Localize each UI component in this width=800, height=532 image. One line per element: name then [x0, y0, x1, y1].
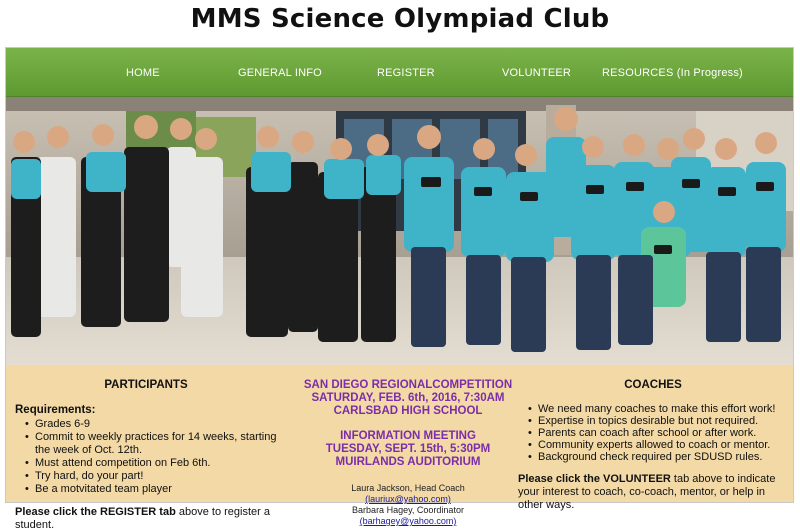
meeting-title: INFORMATION MEETING — [340, 430, 476, 442]
participants-heading: PARTICIPANTS — [104, 379, 188, 391]
list-item: • Must attend competition on Feb 6th. — [25, 457, 277, 470]
nav-item-volunteer[interactable]: VOLUNTEER — [502, 67, 572, 79]
nav-item-general-info[interactable]: GENERAL INFO — [238, 67, 322, 79]
list-item: • Community experts allowed to coach or mentor. — [528, 439, 788, 451]
team-group-photo — [6, 97, 793, 365]
coaches-column — [518, 379, 788, 512]
competition-title: SAN DIEGO REGIONALCOMPETITION — [303, 379, 513, 391]
competition-date: SATURDAY, FEB. 6th, 2016, 7:30AM — [311, 392, 505, 404]
requirements-list — [15, 418, 277, 496]
register-instruction — [15, 506, 277, 532]
page-frame — [5, 47, 794, 531]
list-item: • Expertise in topics desirable but not required. — [528, 415, 788, 427]
list-item: • Background check required per SDUSD rules. — [528, 451, 788, 463]
list-item: • We need many coaches to make this effort work! — [528, 403, 788, 415]
cta-lead: Please click the — [15, 506, 97, 518]
coordinator-email-link[interactable]: (barhagey@yahoo.com) — [359, 516, 457, 526]
meeting-location: MUIRLANDS AUDITORIUM — [335, 456, 481, 468]
nav-item-register[interactable]: REGISTER — [377, 67, 435, 79]
contact-head-coach: Laura Jackson, Head Coach — [351, 483, 465, 493]
list-item: • Be a motvitated team player — [25, 483, 277, 496]
coaches-list — [518, 403, 788, 463]
cta-tail: tab above to indicate your interest to coach, co-coach, mentor, or help in other ways. — [518, 473, 776, 511]
volunteer-instruction — [518, 473, 788, 512]
cta-lead: Please click the — [518, 473, 600, 485]
requirements-label: Requirements: — [15, 404, 96, 416]
register-tab-ref: REGISTER tab — [100, 506, 176, 518]
main-navbar — [6, 48, 793, 97]
meeting-date: TUESDAY, SEPT. 15th, 5:30PM — [325, 443, 491, 455]
coaches-heading: COACHES — [624, 379, 682, 391]
list-item: • Grades 6-9 — [25, 418, 277, 431]
participants-column — [15, 379, 277, 532]
nav-item-home[interactable]: HOME — [126, 67, 160, 79]
site-title: MMS Science Olympiad Club — [190, 4, 610, 34]
info-section — [6, 365, 793, 531]
competition-location: CARLSBAD HIGH SCHOOL — [333, 405, 483, 417]
contact-coordinator: Barbara Hagey, Coordinator — [352, 505, 464, 515]
list-item: • Try hard, do your part! — [25, 470, 277, 483]
list-item: • Commit to weekly practices for 14 weeks, starting the week of Oct. 12th. — [25, 431, 277, 457]
team-photo-illustration — [6, 97, 793, 365]
list-item: • Parents can coach after school or after work. — [528, 427, 788, 439]
cta-tail: above to register a student. — [15, 506, 270, 531]
volunteer-tab-ref: VOLUNTEER — [603, 473, 671, 485]
head-coach-email-link[interactable]: (lauriux@yahoo.com) — [365, 494, 451, 504]
events-column — [283, 379, 533, 527]
nav-item-resources[interactable]: RESOURCES (In Progress) — [602, 67, 743, 79]
